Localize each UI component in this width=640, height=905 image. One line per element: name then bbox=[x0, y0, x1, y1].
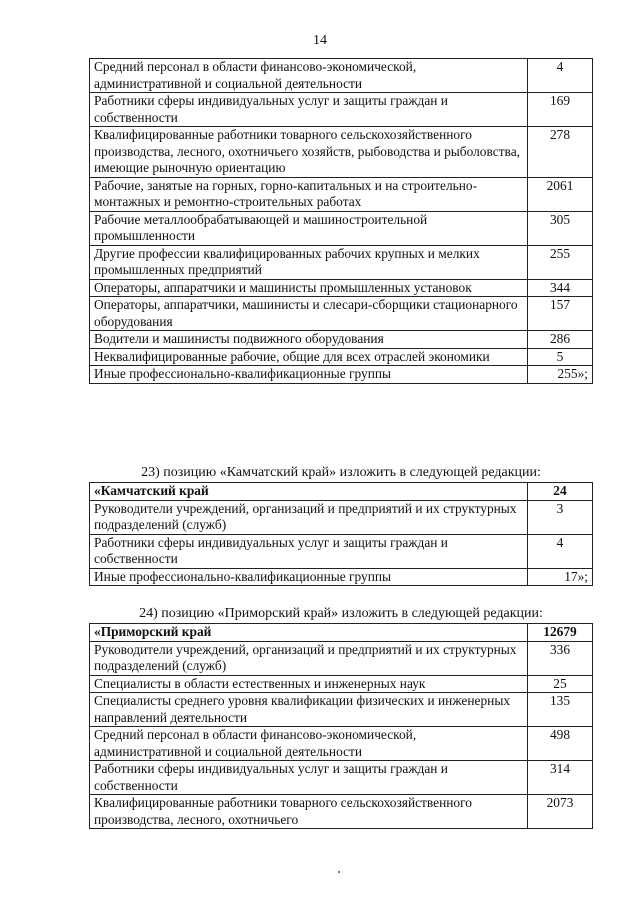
row-label: Работники сферы индивидуальных услуг и защиты граждан и собственности bbox=[90, 93, 528, 127]
row-value: 305 bbox=[528, 211, 593, 245]
table-row bbox=[90, 297, 593, 331]
row-value: 286 bbox=[528, 331, 593, 349]
region-name: «Камчатский край bbox=[90, 483, 528, 501]
primorsky-table bbox=[89, 623, 593, 829]
row-value: 135 bbox=[528, 693, 593, 727]
row-label: Средний персонал в области финансово-экономической, административной и социальной деятельности bbox=[90, 727, 528, 761]
row-value: 4 bbox=[528, 534, 593, 568]
kamchatka-table bbox=[89, 482, 593, 586]
table-header-row bbox=[90, 483, 593, 501]
row-label: Работники сферы индивидуальных услуг и защиты граждан и собственности bbox=[90, 761, 528, 795]
table-row bbox=[90, 211, 593, 245]
row-label: Специалисты среднего уровня квалификации физических и инженерных направлений деятельности bbox=[90, 693, 528, 727]
table-row bbox=[90, 727, 593, 761]
row-label: Рабочие металлообрабатывающей и машиностроительной промышленности bbox=[90, 211, 528, 245]
table-row bbox=[90, 245, 593, 279]
row-value: 2061 bbox=[528, 177, 593, 211]
table-row bbox=[90, 348, 593, 366]
table-row bbox=[90, 675, 593, 693]
row-value: 498 bbox=[528, 727, 593, 761]
row-label: Иные профессионально-квалификационные группы bbox=[90, 366, 528, 384]
row-label: Руководители учреждений, организаций и предприятий и их структурных подразделений (служб) bbox=[90, 641, 528, 675]
row-value: 25 bbox=[528, 675, 593, 693]
table-row bbox=[90, 795, 593, 829]
row-value: 2073 bbox=[528, 795, 593, 829]
page-number: 14 bbox=[313, 33, 327, 48]
row-value: 314 bbox=[528, 761, 593, 795]
table-row bbox=[90, 177, 593, 211]
section-heading-primorsky: 24) позицию «Приморский край» изложить в следующей редакции: bbox=[139, 606, 543, 621]
region-total: 12679 bbox=[528, 624, 593, 642]
row-label: Операторы, аппаратчики, машинисты и слесари-сборщики стационарного оборудования bbox=[90, 297, 528, 331]
occupation-table-continued bbox=[89, 58, 593, 384]
row-value: 278 bbox=[528, 127, 593, 178]
table-header-row bbox=[90, 624, 593, 642]
table-row bbox=[90, 500, 593, 534]
row-label: Водители и машинисты подвижного оборудования bbox=[90, 331, 528, 349]
region-name: «Приморский край bbox=[90, 624, 528, 642]
table-row bbox=[90, 93, 593, 127]
scan-speck bbox=[338, 871, 340, 873]
table-row bbox=[90, 331, 593, 349]
table-row bbox=[90, 127, 593, 178]
row-label: Средний персонал в области финансово-экономической, административной и социальной деятельности bbox=[90, 59, 528, 93]
row-label: Неквалифицированные рабочие, общие для всех отраслей экономики bbox=[90, 348, 528, 366]
row-value: 3 bbox=[528, 500, 593, 534]
table-row bbox=[90, 279, 593, 297]
row-label: Операторы, аппаратчики и машинисты промышленных установок bbox=[90, 279, 528, 297]
row-value: 336 bbox=[528, 641, 593, 675]
row-value: 169 bbox=[528, 93, 593, 127]
table-row bbox=[90, 693, 593, 727]
row-value: 157 bbox=[528, 297, 593, 331]
table-row bbox=[90, 761, 593, 795]
row-value: 255»; bbox=[528, 366, 593, 384]
row-value: 4 bbox=[528, 59, 593, 93]
row-label: Работники сферы индивидуальных услуг и защиты граждан и собственности bbox=[90, 534, 528, 568]
row-label: Рабочие, занятые на горных, горно-капитальных и на строительно-монтажных и ремонтно-строительных работах bbox=[90, 177, 528, 211]
row-label: Руководители учреждений, организаций и предприятий и их структурных подразделений (служб) bbox=[90, 500, 528, 534]
row-value: 255 bbox=[528, 245, 593, 279]
row-value: 17»; bbox=[528, 568, 593, 586]
table-row bbox=[90, 59, 593, 93]
row-label: Другие профессии квалифицированных рабочих крупных и мелких промышленных предприятий bbox=[90, 245, 528, 279]
table-row bbox=[90, 641, 593, 675]
row-label: Специалисты в области естественных и инженерных наук bbox=[90, 675, 528, 693]
region-total: 24 bbox=[528, 483, 593, 501]
section-heading-kamchatka: 23) позицию «Камчатский край» изложить в следующей редакции: bbox=[141, 465, 541, 480]
row-label: Квалифицированные работники товарного сельскохозяйственного производства, лесного, охотничьего bbox=[90, 795, 528, 829]
row-label: Квалифицированные работники товарного сельскохозяйственного производства, лесного, охотничьего хозяйств, рыбоводства и рыболовства, имеющие рыночную ориентацию bbox=[90, 127, 528, 178]
row-label: Иные профессионально-квалификационные группы bbox=[90, 568, 528, 586]
table-row bbox=[90, 568, 593, 586]
table-row bbox=[90, 366, 593, 384]
row-value: 344 bbox=[528, 279, 593, 297]
row-value: 5 bbox=[528, 348, 593, 366]
table-row bbox=[90, 534, 593, 568]
